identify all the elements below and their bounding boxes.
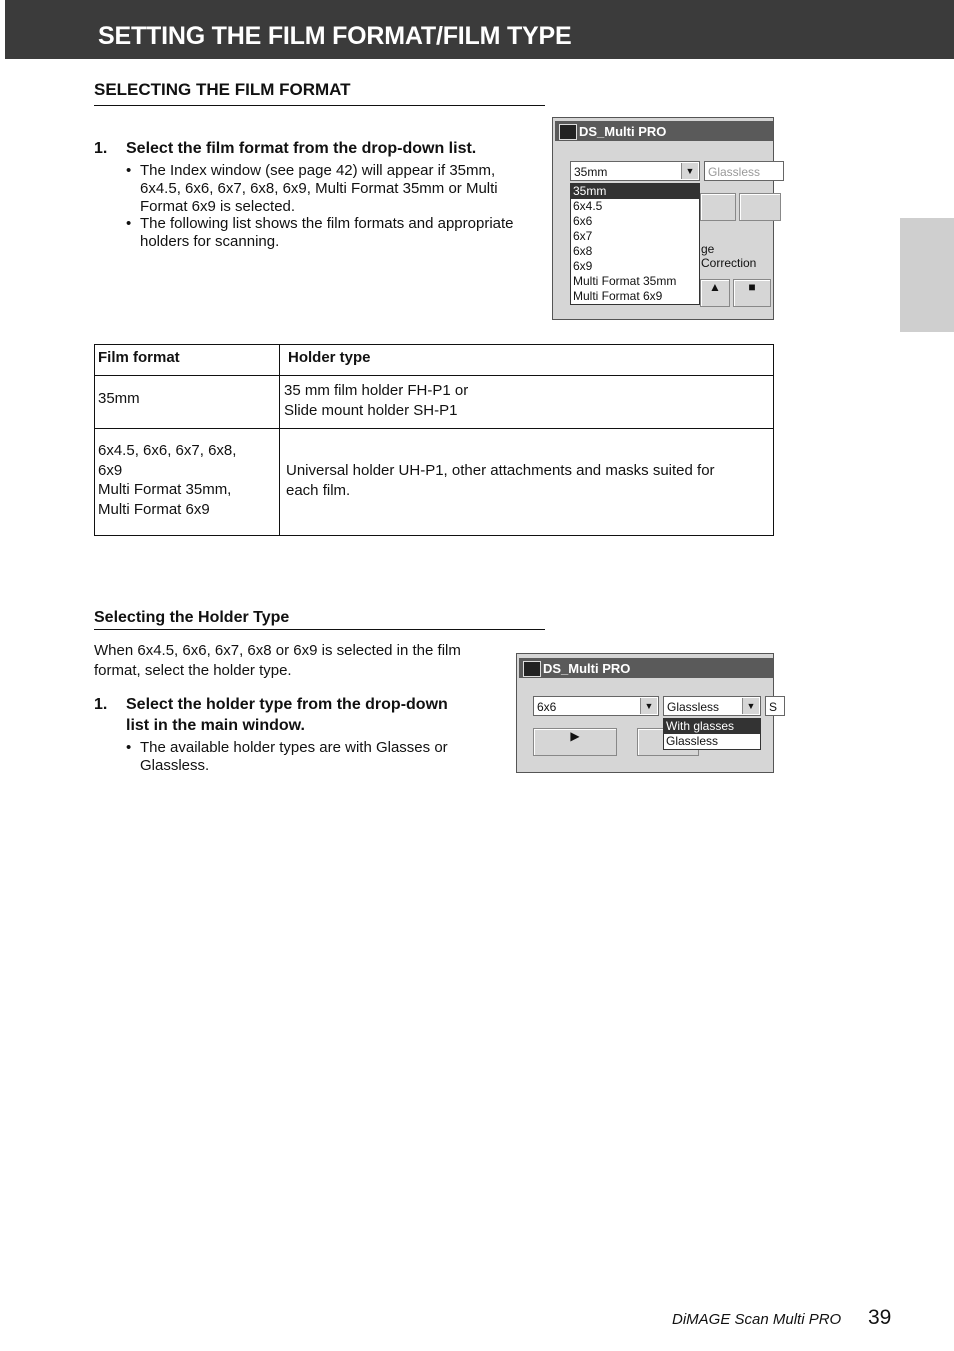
footer-product-name: DiMAGE Scan Multi PRO xyxy=(672,1311,842,1328)
option-multi-format-35mm[interactable]: Multi Format 35mm xyxy=(573,274,677,288)
app-icon xyxy=(523,661,541,677)
cell-line: Multi Format 35mm, xyxy=(98,481,232,498)
section-heading-holder-type: Selecting the Holder Type xyxy=(94,609,290,626)
table-cell: 35mm xyxy=(98,390,140,407)
extra-combo[interactable] xyxy=(765,696,785,716)
option-6x9[interactable]: 6x9 xyxy=(573,259,593,273)
prescan-icon[interactable]: ▶ xyxy=(533,728,617,756)
bullet-line: Format 6x9 is selected. xyxy=(140,198,296,215)
cell-line: Universal holder UH-P1, other attachments and masks suited for xyxy=(286,462,715,479)
bullet-line: The available holder types are with Glasses or xyxy=(140,739,448,756)
table-divider xyxy=(95,428,773,429)
cell-line: 6x4.5, 6x6, 6x7, 6x8, xyxy=(98,442,237,459)
film-holder-table xyxy=(94,344,774,536)
page-number: 39 xyxy=(868,1306,892,1329)
step-number: 1. xyxy=(94,696,108,713)
toolbar-button[interactable] xyxy=(700,193,736,221)
table-divider xyxy=(279,345,280,535)
combo-value: Glassless xyxy=(667,700,720,714)
film-format-dropdown-list xyxy=(570,183,700,305)
window-title: DS_Multi PRO xyxy=(579,124,667,139)
chevron-down-icon[interactable]: ▼ xyxy=(640,698,657,714)
toolbar-button[interactable] xyxy=(739,193,781,221)
step-line: list in the main window. xyxy=(126,717,305,734)
bullet-line: holders for scanning. xyxy=(140,233,280,250)
bullet-format-list xyxy=(126,215,546,251)
table-cell xyxy=(284,381,468,420)
option-6x6[interactable]: 6x6 xyxy=(573,214,593,228)
cell-line: 6x9 xyxy=(98,461,123,479)
image-correction-label: ge Correction xyxy=(701,242,757,270)
step-1-holder xyxy=(94,694,504,738)
screenshot-holder-type xyxy=(516,653,778,773)
option-with-glasses[interactable]: With glasses xyxy=(664,719,760,734)
bullet-mark: • xyxy=(126,215,132,232)
bullet-holder-types xyxy=(126,739,506,775)
bullet-line: The Index window (see page 42) will appear if 35mm, xyxy=(140,162,496,179)
bullet-line: 6x4.5, 6x6, 6x7, 6x8, 6x9, Multi Format 35mm or Multi xyxy=(140,180,498,197)
cell-line: Multi Format 6x9 xyxy=(98,500,210,518)
bullet-mark: • xyxy=(126,162,132,179)
heading-rule xyxy=(94,629,545,630)
combo-value: 6x6 xyxy=(537,700,557,714)
chevron-down-icon[interactable]: ▼ xyxy=(742,698,759,714)
step-line: Select the holder type from the drop-down xyxy=(126,696,448,713)
frames-icon[interactable]: ■ xyxy=(733,279,771,307)
paragraph-line: format, select the holder type. xyxy=(94,662,292,679)
table-cell xyxy=(98,441,236,519)
cell-line: Slide mount holder SH-P1 xyxy=(284,401,458,419)
film-format-combo[interactable] xyxy=(570,161,700,181)
intro-paragraph xyxy=(94,641,504,681)
column-header-film-format: Film format xyxy=(98,349,180,366)
section-heading-film-format: SELECTING THE FILM FORMAT xyxy=(94,80,351,99)
heading-rule xyxy=(94,105,545,106)
combo-value: S xyxy=(769,700,778,714)
cell-line: 35 mm film holder FH-P1 or xyxy=(284,382,469,399)
bullet-line: Glassless. xyxy=(140,757,210,774)
film-format-combo[interactable] xyxy=(533,696,659,716)
table-divider xyxy=(95,375,773,376)
table-cell xyxy=(286,461,715,500)
step-1 xyxy=(94,138,544,160)
step-text: Select the film format from the drop-down list. xyxy=(126,140,477,157)
title-bar xyxy=(5,0,954,59)
option-6x8[interactable]: 6x8 xyxy=(573,244,593,258)
option-6x4-5[interactable]: 6x4.5 xyxy=(573,199,603,213)
window-titlebar xyxy=(555,121,773,141)
bullet-line: The following list shows the film formats and appropriate xyxy=(140,215,514,232)
holder-type-dropdown-list xyxy=(663,718,761,750)
window-titlebar xyxy=(519,658,773,678)
app-icon xyxy=(559,124,577,140)
column-header-holder-type: Holder type xyxy=(288,349,371,366)
option-35mm[interactable]: 35mm xyxy=(571,184,699,199)
holder-type-combo[interactable] xyxy=(663,696,761,716)
window-title: DS_Multi PRO xyxy=(543,661,631,676)
option-multi-format-6x9[interactable]: Multi Format 6x9 xyxy=(573,289,663,303)
bullet-mark: • xyxy=(126,739,132,756)
eject-icon[interactable]: ▲ xyxy=(700,279,730,307)
bullet-index-window xyxy=(126,162,546,216)
step-number: 1. xyxy=(94,140,108,157)
screenshot-film-format xyxy=(552,117,774,320)
side-tab xyxy=(900,218,954,332)
cell-line: each film. xyxy=(286,481,351,499)
option-glassless[interactable]: Glassless xyxy=(666,734,719,748)
page-title: SETTING THE FILM FORMAT/FILM TYPE xyxy=(98,22,572,50)
holder-type-combo xyxy=(704,161,784,181)
option-6x7[interactable]: 6x7 xyxy=(573,229,593,243)
combo-value: 35mm xyxy=(574,165,608,179)
combo-value: Glassless xyxy=(708,165,761,179)
chevron-down-icon[interactable]: ▼ xyxy=(681,163,698,179)
paragraph-line: When 6x4.5, 6x6, 6x7, 6x8 or 6x9 is selected in the film xyxy=(94,642,461,659)
